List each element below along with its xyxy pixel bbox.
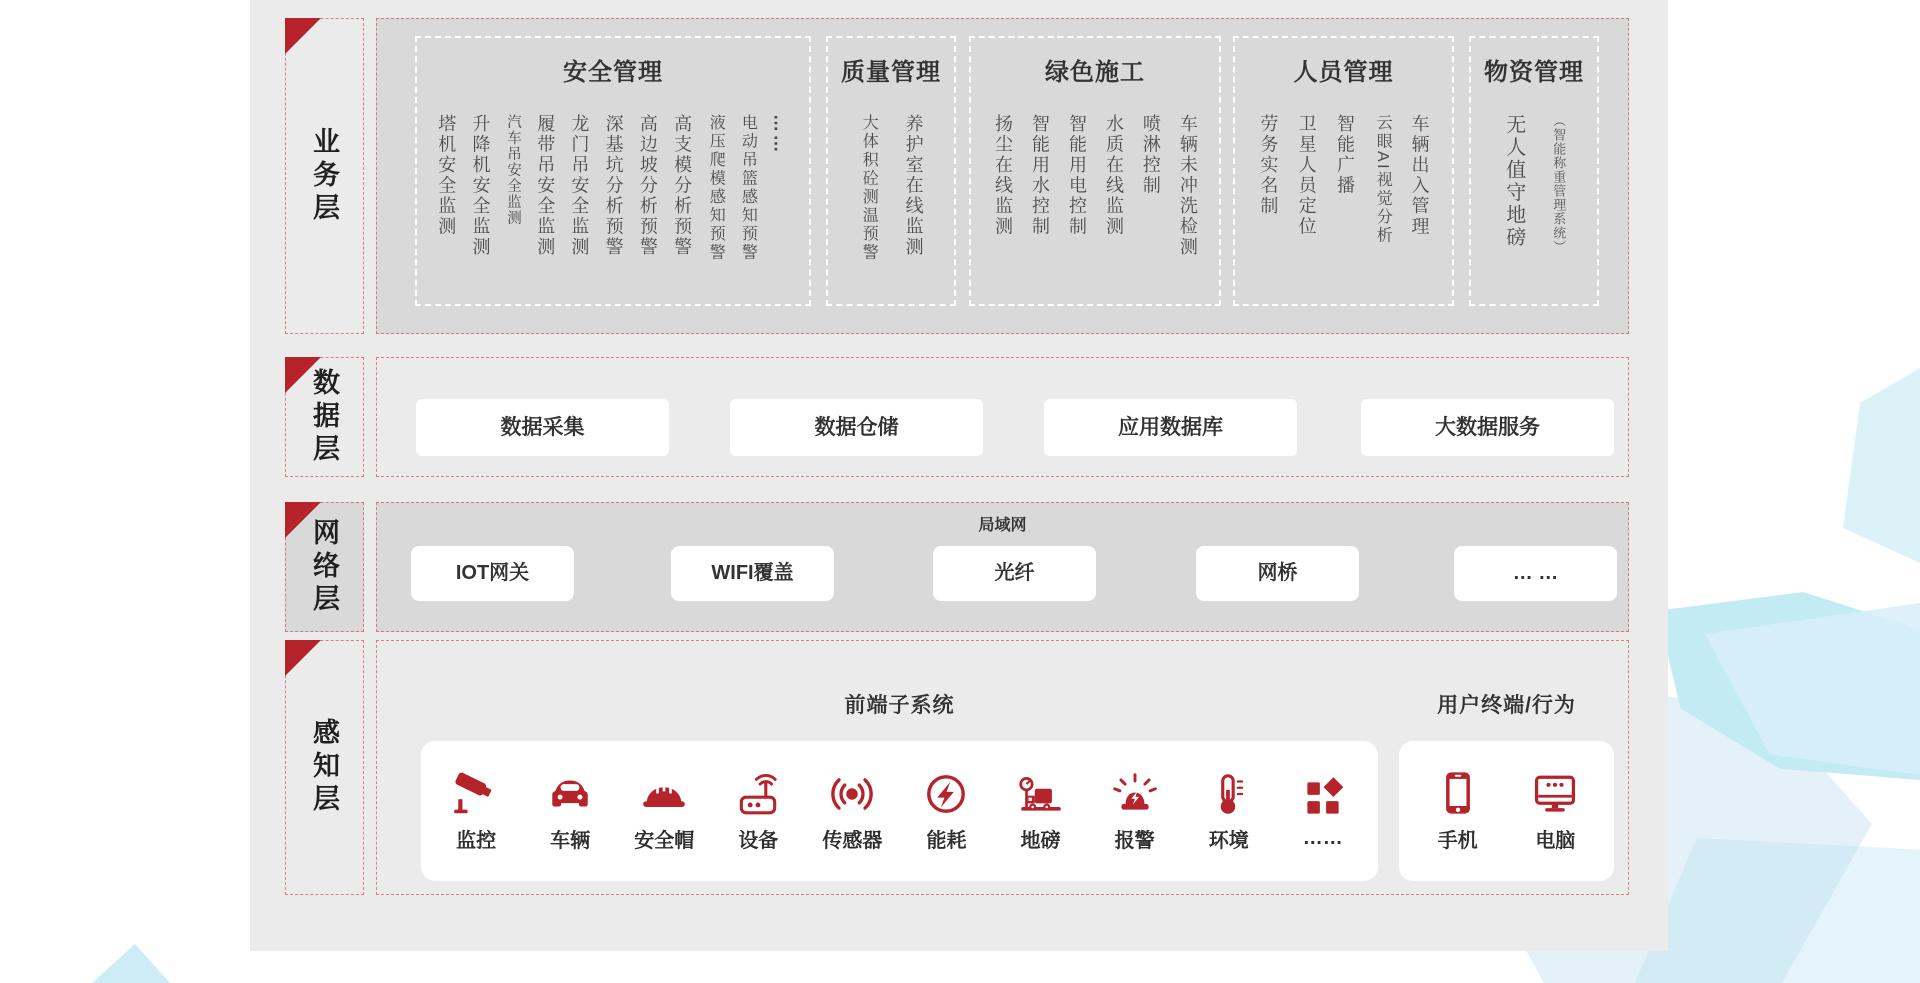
terminal-item-label: 手机 — [1437, 830, 1478, 852]
perception-item-vehicle — [531, 769, 609, 853]
business-item: 高支模分析预警 — [672, 114, 693, 258]
business-item: 水质在线监测 — [1103, 114, 1124, 237]
business-item: 高边坡分析预警 — [637, 114, 658, 258]
perception-item-label: 监控 — [456, 830, 497, 852]
network-box-bridge: 网桥 — [1196, 546, 1359, 601]
data-box-warehouse: 数据仓储 — [730, 399, 983, 456]
perception-item-sensor — [813, 769, 891, 853]
monitor-icon — [1529, 769, 1581, 819]
category-items — [1239, 114, 1448, 296]
data-box-collection: 数据采集 — [416, 399, 669, 456]
data-layer-content — [376, 357, 1629, 477]
perception-item-energy — [907, 769, 985, 853]
business-item: 电动吊篮感知预警 — [739, 114, 757, 262]
business-item: 龙门吊安全监测 — [569, 114, 590, 258]
perception-item-label: 能耗 — [926, 830, 967, 852]
layer-label-perception — [285, 640, 364, 895]
business-item: 深基坑分析预警 — [603, 114, 624, 258]
thermometer-icon — [1204, 769, 1254, 819]
business-item: 扬尘在线监测 — [992, 114, 1013, 237]
cctv-icon — [451, 769, 501, 819]
more-grid-icon — [1298, 772, 1348, 822]
user-terminal-title: 用户终端/行为 — [1437, 694, 1576, 717]
layer-label-text: 感知层 — [309, 718, 339, 817]
layer-label-text: 业务层 — [309, 126, 339, 226]
perception-item-label: 传感器 — [822, 830, 883, 852]
business-item: 卫星人员定位 — [1296, 114, 1317, 237]
data-box-bigdata: 大数据服务 — [1361, 399, 1614, 456]
category-title: 安全管理 — [563, 59, 663, 86]
category-title: 绿色施工 — [1045, 59, 1145, 86]
business-item: 云眼AI视觉分析 — [1374, 114, 1392, 246]
data-box-appdb: 应用数据库 — [1044, 399, 1297, 456]
business-item: 塔机安全监测 — [436, 114, 457, 237]
business-item: 车辆出入管理 — [1409, 114, 1430, 237]
business-item: 大体积砼测温预警 — [860, 114, 878, 262]
perception-item-environment — [1190, 769, 1268, 853]
perception-item-cctv — [437, 769, 515, 853]
ellipsis-item: …… — [770, 114, 791, 155]
perception-item-helmet — [625, 769, 703, 853]
deco-cyan-cube-face — [1705, 603, 1920, 775]
category-items — [975, 114, 1215, 296]
terminal-item-label: 电脑 — [1535, 830, 1576, 852]
business-item: 汽车吊安全监测 — [504, 114, 521, 226]
energy-icon — [921, 769, 971, 819]
category-safety-management — [415, 36, 811, 306]
layer-label-data — [285, 357, 364, 477]
terminal-item-phone — [1419, 769, 1497, 853]
weighbridge-icon — [1016, 769, 1066, 819]
business-item: 劳务实名制 — [1258, 114, 1279, 217]
layer-label-network — [285, 502, 364, 632]
deco-cyan-cube — [1628, 592, 1920, 780]
business-item: 养护室在线监测 — [903, 114, 924, 258]
network-layer-content — [376, 502, 1629, 632]
business-item: 履带吊安全监测 — [535, 114, 556, 258]
lan-caption: 局域网 — [978, 517, 1027, 534]
category-title: 质量管理 — [841, 59, 941, 86]
business-item: 升降机安全监测 — [470, 114, 491, 258]
perception-item-weighbridge — [1002, 769, 1080, 853]
category-items — [1475, 114, 1593, 296]
perception-item-label: 安全帽 — [634, 830, 695, 852]
layer-label-text: 数据层 — [309, 367, 339, 467]
alarm-icon — [1110, 769, 1160, 819]
perception-item-more — [1284, 772, 1362, 850]
network-box-more: … … — [1454, 546, 1617, 601]
phone-icon — [1432, 769, 1484, 819]
category-material-management — [1469, 36, 1599, 306]
category-green-construction — [969, 36, 1221, 306]
category-items — [421, 114, 805, 296]
perception-item-label: 环境 — [1208, 830, 1249, 852]
frontend-subsystem-title: 前端子系统 — [844, 694, 955, 717]
business-item-note: （智能称重管理系统） — [1551, 114, 1567, 254]
diagram-canvas — [250, 0, 1668, 951]
business-item: 液压爬模感知预警 — [707, 114, 725, 262]
network-box-fiber: 光纤 — [933, 546, 1096, 601]
sensor-icon — [827, 769, 877, 819]
router-icon — [733, 769, 783, 819]
perception-item-label: 地磅 — [1020, 830, 1061, 852]
car-icon — [545, 769, 595, 819]
user-terminal-panel — [1399, 741, 1614, 881]
business-item: 车辆未冲洗检测 — [1177, 114, 1198, 258]
perception-item-label: …… — [1302, 827, 1343, 849]
perception-item-label: 设备 — [738, 830, 779, 852]
deco-cyan-wedge-right — [1843, 368, 1920, 563]
category-personnel-management — [1233, 36, 1454, 306]
deco-cyan-triangle-bottom-left — [92, 944, 170, 983]
terminal-item-computer — [1516, 769, 1594, 853]
network-box-wifi: WIFI覆盖 — [671, 546, 834, 601]
frontend-subsystem-panel — [421, 741, 1378, 881]
network-box-iot-gateway: IOT网关 — [411, 546, 574, 601]
layer-label-text: 网络层 — [309, 517, 339, 617]
business-item: 智能用水控制 — [1029, 114, 1050, 237]
category-title: 物资管理 — [1484, 59, 1584, 86]
business-item: 无人值守地磅 — [1502, 114, 1525, 249]
perception-item-label: 车辆 — [550, 830, 591, 852]
business-item: 智能广播 — [1334, 114, 1355, 196]
perception-layer-content — [376, 640, 1629, 895]
business-layer-content — [376, 18, 1629, 334]
perception-item-label: 报警 — [1114, 830, 1155, 852]
category-items — [832, 114, 950, 296]
category-quality-management — [826, 36, 956, 306]
category-title: 人员管理 — [1293, 59, 1394, 86]
layer-label-business — [285, 18, 364, 334]
business-item: 智能用电控制 — [1066, 114, 1087, 237]
perception-item-device — [719, 769, 797, 853]
helmet-icon — [639, 769, 689, 819]
business-item: 喷淋控制 — [1140, 114, 1161, 196]
perception-item-alarm — [1096, 769, 1174, 853]
